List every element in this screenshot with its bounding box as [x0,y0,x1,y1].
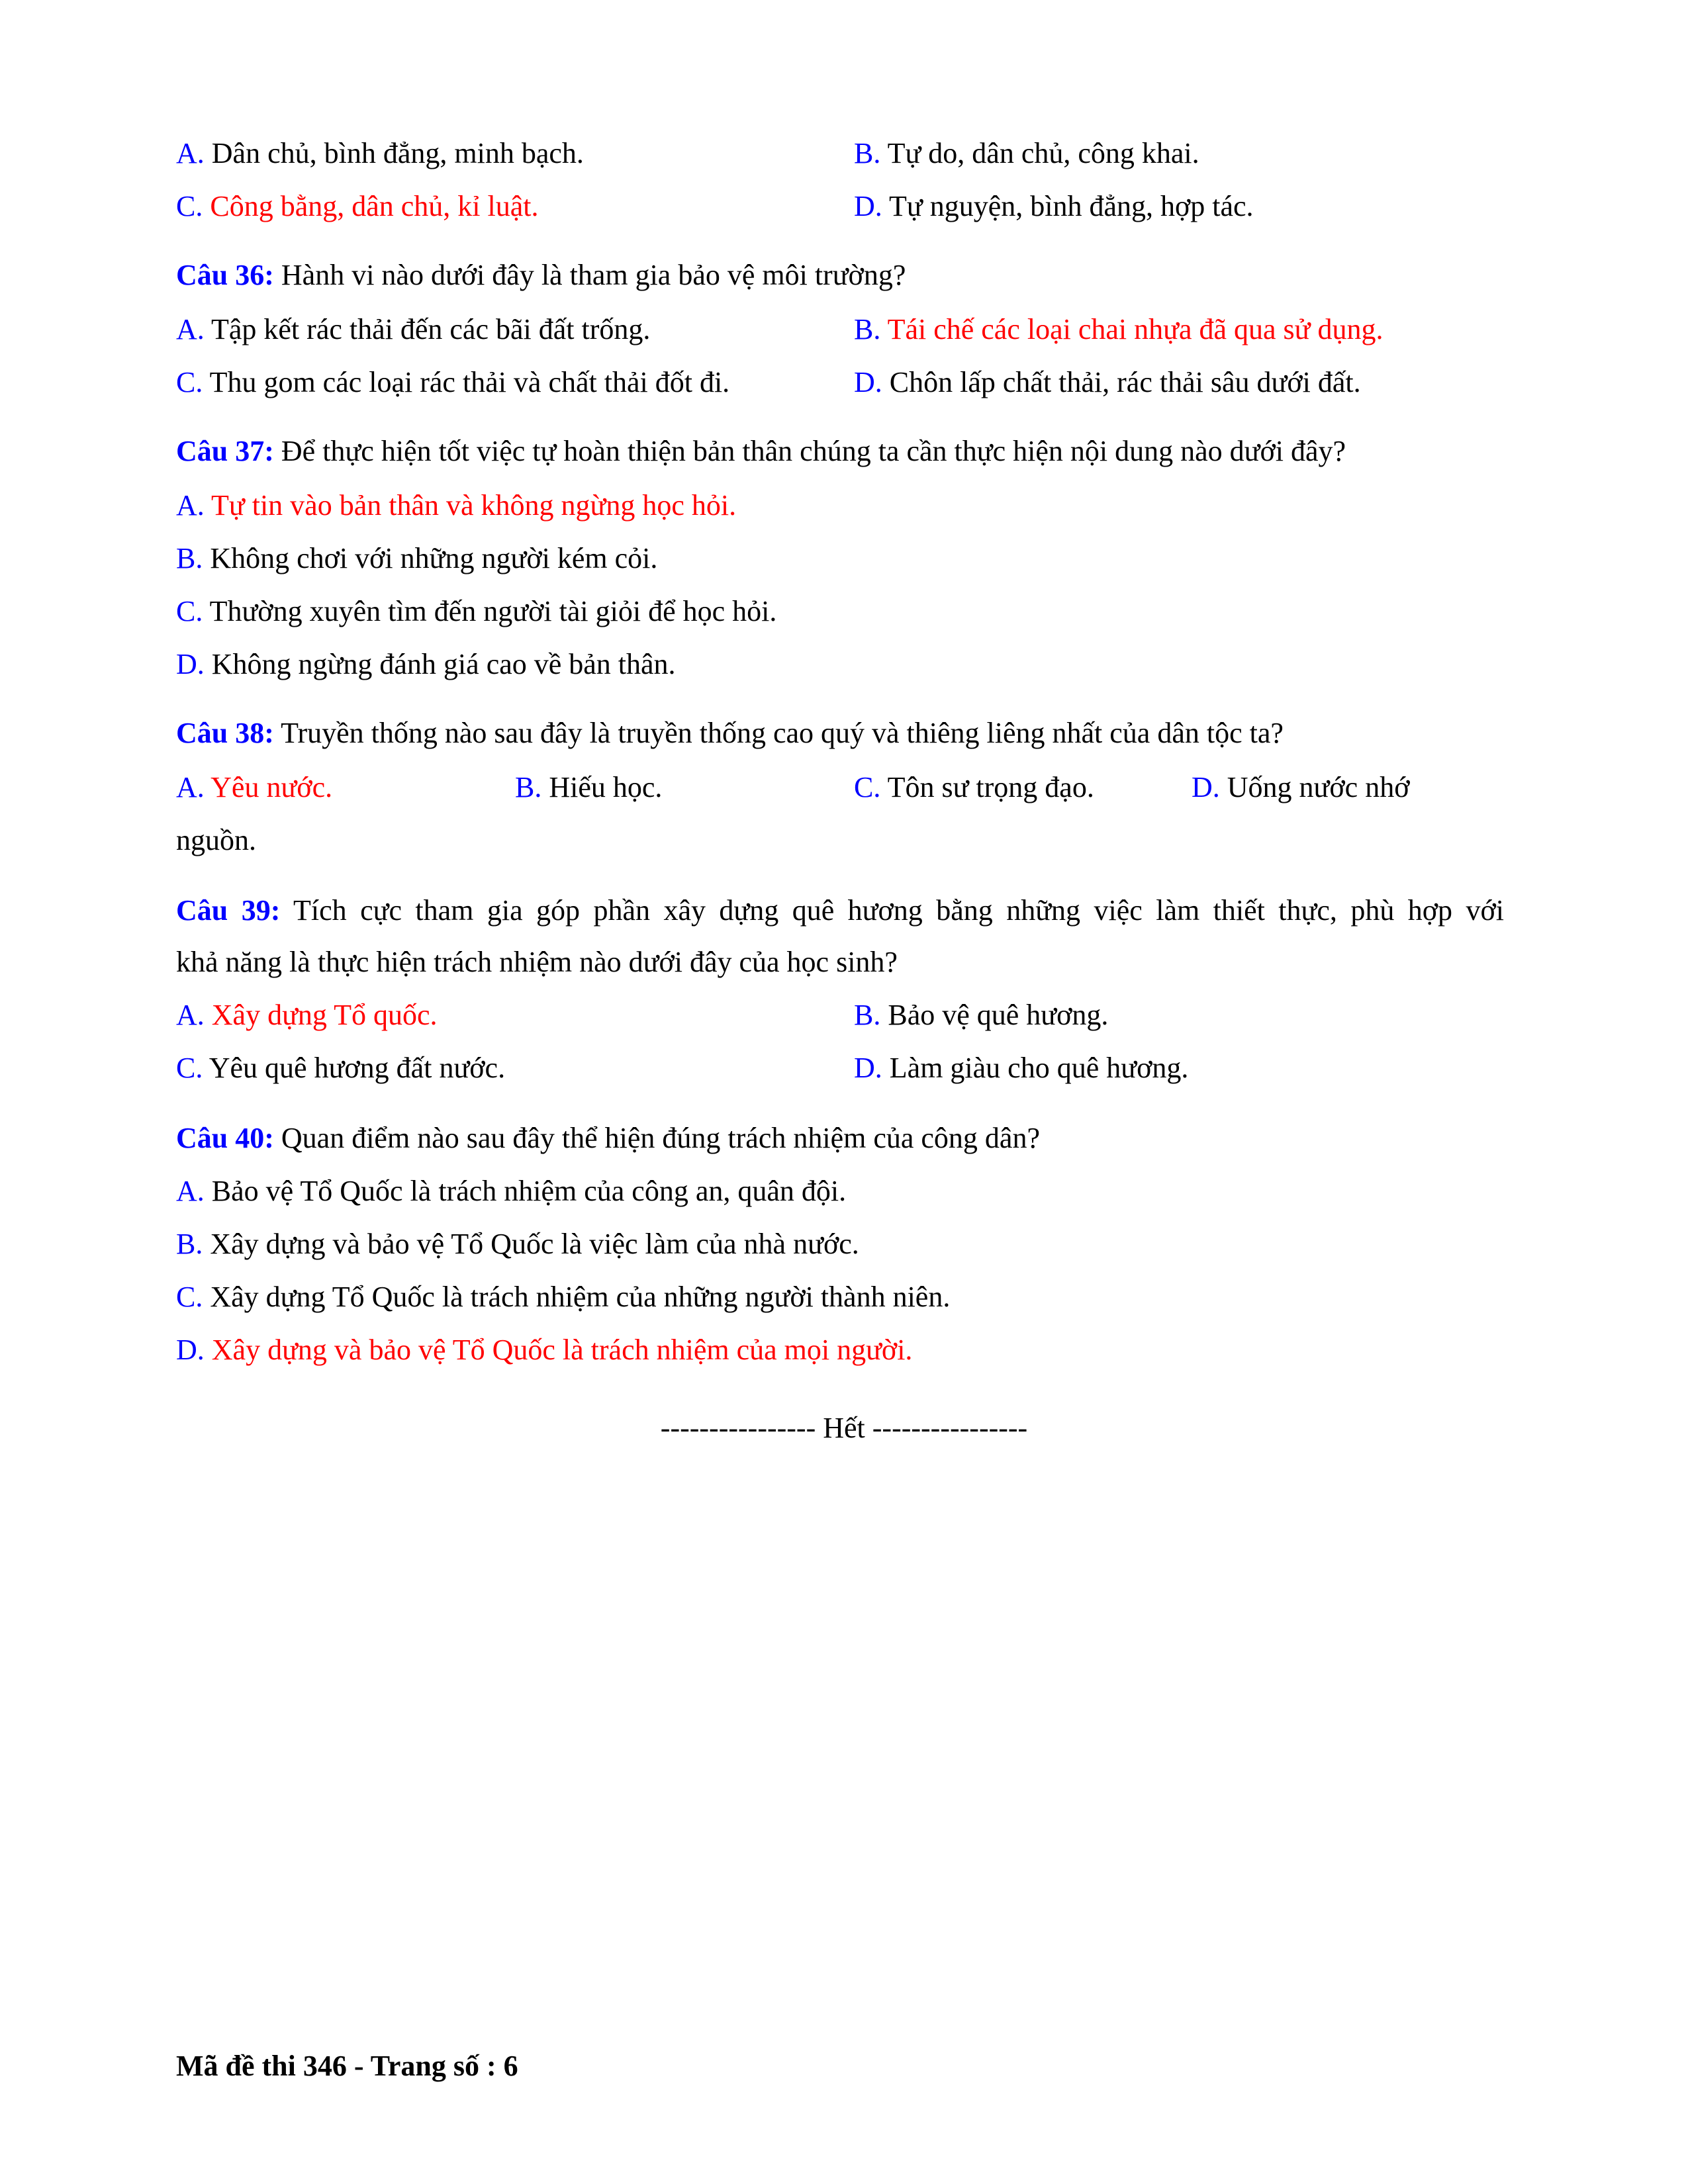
q39-question-line1: Câu 39: Tích cực tham gia góp phần xây dựng quê hương bằng những việc làm thiết thực, phù hợp với [176,894,1504,927]
q38-question: Câu 38: Truyền thống nào sau đây là truyền thống cao quý và thiêng liêng nhất của dân tộc ta? [176,717,1284,749]
q37-option-c: C. Thường xuyên tìm đến người tài giỏi để học hỏi. [176,595,777,627]
q37-option-b: B. Không chơi với những người kém cỏi. [176,542,658,574]
q40-option-c: C. Xây dựng Tổ Quốc là trách nhiệm của những người thành niên. [176,1281,951,1313]
q35-option-a: A. Dân chủ, bình đẳng, minh bạch. [176,137,584,169]
q38-option-a: A. Yêu nước. [176,771,333,803]
end-marker: ---------------- Hết ---------------- [660,1412,1028,1444]
q39-option-d: D. Làm giàu cho quê hương. [854,1052,1189,1084]
q40-option-b: B. Xây dựng và bảo vệ Tổ Quốc là việc làm của nhà nước. [176,1228,859,1260]
q38-option-d: D. Uống nước nhớ [1192,771,1410,803]
page-footer: Mã đề thi 346 - Trang số : 6 [176,2050,518,2082]
q38-option-d-continuation: nguồn. [176,824,256,856]
q40-option-a: A. Bảo vệ Tổ Quốc là trách nhiệm của công an, quân đội. [176,1175,847,1207]
q36-option-a: A. Tập kết rác thải đến các bãi đất trống. [176,313,651,345]
q40-option-d: D. Xây dựng và bảo vệ Tổ Quốc là trách nhiệm của mọi người. [176,1334,913,1366]
q36-option-d: D. Chôn lấp chất thải, rác thải sâu dưới đất. [854,366,1361,398]
q38-option-c: C. Tôn sư trọng đạo. [854,771,1094,803]
q37-question: Câu 37: Để thực hiện tốt việc tự hoàn thiện bản thân chúng ta cần thực hiện nội dung nào dưới đây? [176,435,1346,467]
q38-option-b: B. Hiếu học. [515,771,663,803]
q37-option-d: D. Không ngừng đánh giá cao về bản thân. [176,648,676,680]
q37-option-a: A. Tự tin vào bản thân và không ngừng học hỏi. [176,489,737,522]
q39-option-b: B. Bảo vệ quê hương. [854,999,1109,1031]
q35-option-d: D. Tự nguyện, bình đẳng, hợp tác. [854,190,1254,222]
q35-option-c: C. Công bằng, dân chủ, kỉ luật. [176,190,539,222]
q39-option-a: A. Xây dựng Tổ quốc. [176,999,438,1031]
q36-question: Câu 36: Hành vi nào dưới đây là tham gia bảo vệ môi trường? [176,259,906,291]
q36-option-b: B. Tái chế các loại chai nhựa đã qua sử dụng. [854,313,1383,345]
q39-option-c: C. Yêu quê hương đất nước. [176,1052,506,1084]
q36-option-c: C. Thu gom các loại rác thải và chất thải đốt đi. [176,366,730,398]
q39-question-line2: khả năng là thực hiện trách nhiệm nào dưới đây của học sinh? [176,946,898,978]
q35-option-b: B. Tự do, dân chủ, công khai. [854,137,1199,169]
q40-question: Câu 40: Quan điểm nào sau đây thể hiện đúng trách nhiệm của công dân? [176,1122,1040,1154]
